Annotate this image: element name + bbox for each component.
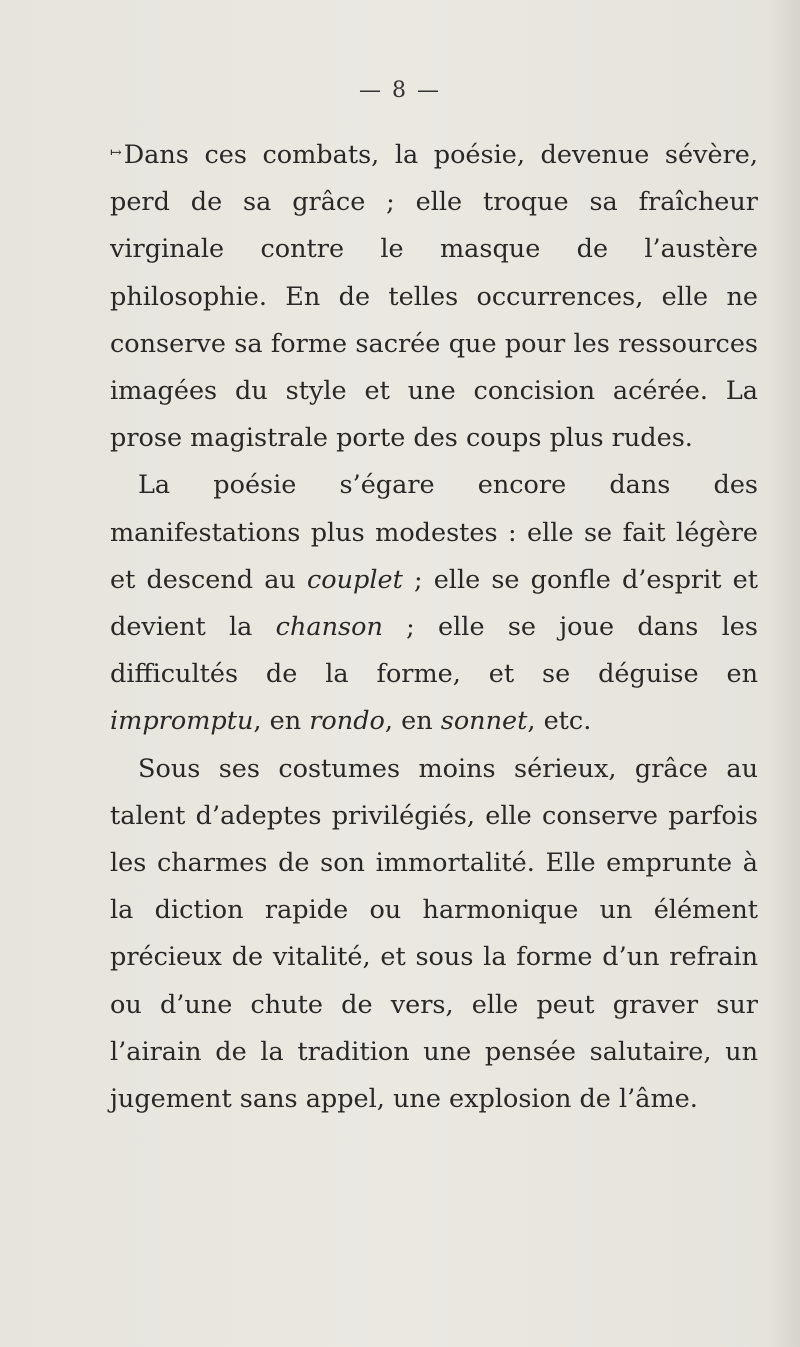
paragraph-1-text: Dans ces combats, la poésie, devenue sévère, perd de sa grâce ; elle troque sa fraîcheur virginale contre le masque de l’austère philosophie. En de telles occurrences, elle ne conserve sa forme sacrée que pour les ressources imagées du style et une concision acérée. La prose magistrale porte des coups plus rudes. bbox=[110, 140, 758, 454]
paragraph-1 bbox=[110, 130, 758, 462]
body-text bbox=[110, 130, 758, 1123]
paragraph-2-text: La poésie s’égare encore dans des manifestations plus modestes : elle se fait légère et descend au bbox=[110, 470, 758, 595]
page-number: — 8 — bbox=[359, 78, 441, 103]
paragraph-2-text: , etc. bbox=[527, 706, 592, 737]
italic-term-chanson: chanson bbox=[275, 612, 383, 643]
paragraph-3 bbox=[110, 746, 758, 1124]
italic-term-rondo: rondo bbox=[309, 706, 385, 737]
paragraph-2-text: ; elle se gonfle d’esprit et devient la bbox=[110, 564, 758, 643]
italic-term-sonnet: sonnet bbox=[440, 706, 528, 737]
paragraph-mark-icon: ↦ bbox=[110, 145, 122, 161]
italic-term-couplet: couplet bbox=[306, 564, 403, 595]
paragraph-2-text: , en bbox=[384, 706, 441, 737]
italic-term-impromptu: impromptu bbox=[110, 706, 254, 737]
paragraph-2-text: ; elle se joue dans les difficultés de la forme, et se déguise en bbox=[110, 612, 758, 690]
paragraph-2-text: , en bbox=[253, 706, 310, 737]
paragraph-2 bbox=[110, 462, 758, 745]
paragraph-3-text: Sous ses costumes moins sérieux, grâce au talent d’adeptes privilégiés, elle conserve parfois les charmes de son immortalité. Elle emprunte à la diction rapide ou harmonique un élément précieux de vitalité, et sous la forme d’un refrain ou d’une chute de vers, elle peut graver sur l’airain de la tradition une pensée salutaire, un jugement sans appel, une explosion de l’âme. bbox=[110, 753, 758, 1115]
